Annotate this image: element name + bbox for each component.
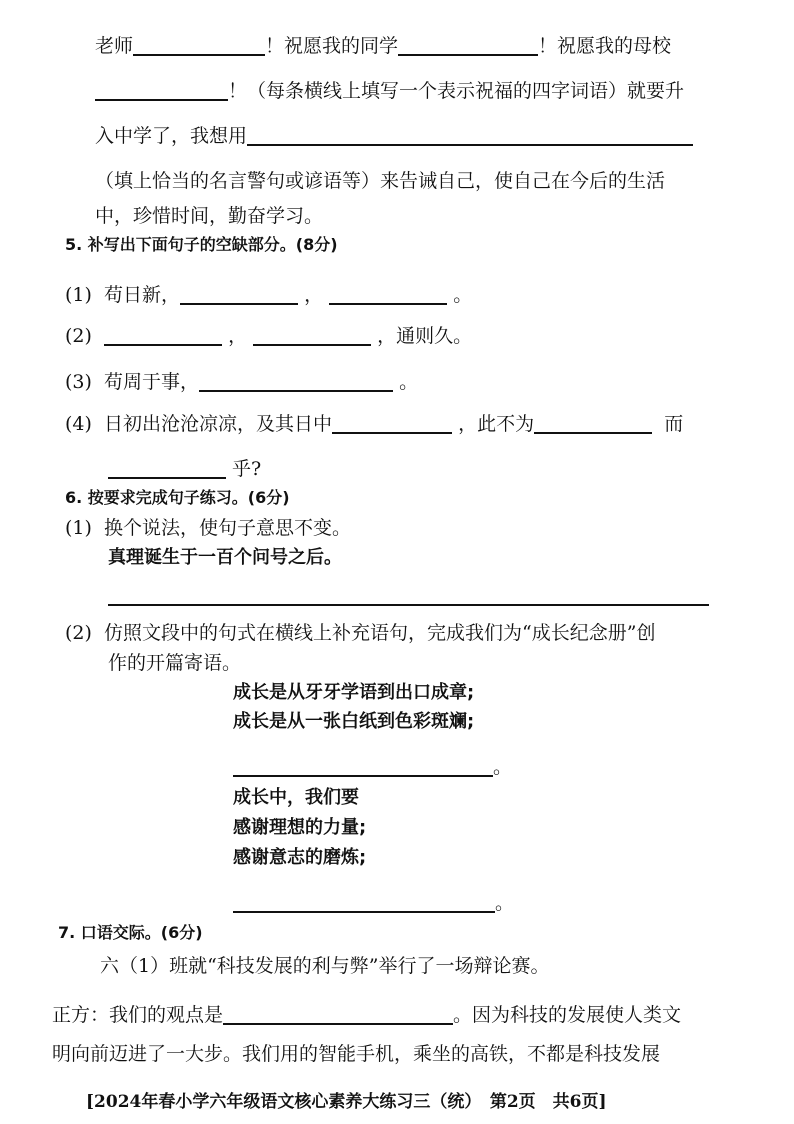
line-2: ！（每条横线上填写一个表示祝福的四字词语）就要升 xyxy=(95,79,684,103)
q7-intro: 六（1）班就“科技发展的利与弊”举行了一场辩论赛。 xyxy=(100,955,550,977)
blank-7-viewpoint[interactable] xyxy=(223,1003,453,1025)
q6-sentence: 真理诞生于一百个问号之后。 xyxy=(108,547,342,568)
q6-item-1: (1) 换个说法，使句子意思不变。 xyxy=(65,517,352,539)
q5-item-4: (4) 日初出沧沧凉凉，及其日中 ，此不为 而 xyxy=(65,413,684,435)
blank-school[interactable] xyxy=(95,79,228,101)
poem-line-4: 感谢理想的力量; xyxy=(233,817,367,838)
line-1: 老师 ！祝愿我的同学 ！祝愿我的母校 xyxy=(95,35,672,57)
poem-line-1: 成长是从牙牙学语到出口成章; xyxy=(233,682,475,703)
blank-5-4c[interactable] xyxy=(108,457,226,479)
poem-blank-2-row: 。 xyxy=(233,891,514,915)
blank-6-2b[interactable] xyxy=(233,891,495,913)
q5-item-4-cont: 乎? xyxy=(108,457,261,481)
blank-5-2a[interactable] xyxy=(104,324,222,346)
blank-5-1b[interactable] xyxy=(329,283,447,305)
page-footer: [2024年春小学六年级语文核心素养大练习三（统） 第2页 共6页] xyxy=(86,1092,607,1112)
q5-title: 5. 补写出下面句子的空缺部分。(8分) xyxy=(65,235,338,254)
blank-motto[interactable] xyxy=(247,124,693,146)
q5-item-3: (3) 苟周于事， 。 xyxy=(65,371,419,393)
q6-item-2-cont: 作的开篇寄语。 xyxy=(108,652,242,674)
q6-title: 6. 按要求完成句子练习。(6分) xyxy=(65,488,290,507)
blank-5-3[interactable] xyxy=(199,370,393,392)
blank-5-2b[interactable] xyxy=(253,324,371,346)
blank-classmate[interactable] xyxy=(398,34,538,56)
q7-title: 7. 口语交际。(6分) xyxy=(58,923,203,942)
line-5: 中，珍惜时间，勤奋学习。 xyxy=(95,205,324,227)
blank-5-4a[interactable] xyxy=(332,412,452,434)
blank-teacher[interactable] xyxy=(133,34,265,56)
blank-5-4b[interactable] xyxy=(534,412,652,434)
blank-5-1a[interactable] xyxy=(180,283,298,305)
blank-6-2a[interactable] xyxy=(233,755,493,777)
poem-line-3: 成长中，我们要 xyxy=(233,787,359,808)
q5-item-1: (1) 苟日新， ， 。 xyxy=(65,284,473,306)
q6-item-2: (2) 仿照文段中的句式在横线上补充语句，完成我们为“成长纪念册”创 xyxy=(65,622,656,644)
poem-blank-1-row: 。 xyxy=(233,755,512,779)
q7-line-1: 正方：我们的观点是 。因为科技的发展使人类文 xyxy=(52,1004,682,1026)
q7-line-2: 明向前迈进了一大步。我们用的智能手机，乘坐的高铁，不都是科技发展 xyxy=(52,1043,661,1065)
q5-item-2: (2) ， ，通则久。 xyxy=(65,325,473,347)
q6-answer-line[interactable] xyxy=(108,604,709,606)
line-3: 入中学了，我想用 xyxy=(95,124,693,148)
line-4: （填上恰当的名言警句或谚语等）来告诫自己，使自己在今后的生活 xyxy=(95,170,666,192)
poem-line-5: 感谢意志的磨炼; xyxy=(233,847,367,868)
poem-line-2: 成长是从一张白纸到色彩斑斓; xyxy=(233,711,475,732)
